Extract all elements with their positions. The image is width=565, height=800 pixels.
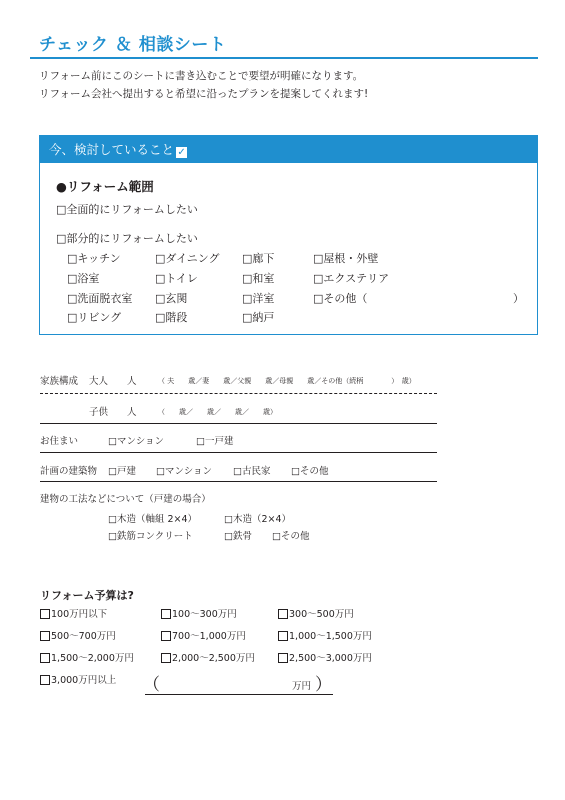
planned-other-checkbox[interactable]: □その他 [291, 466, 329, 477]
room-dining-checkbox[interactable]: □ダイニング [155, 252, 220, 265]
budget-custom-unit: 万円 [292, 681, 312, 692]
construction-rc-checkbox[interactable]: □鉄筋コンクリート [108, 531, 193, 542]
children-detail-field[interactable]: （ 歳／ 歳／ 歳／ 歳） [158, 408, 277, 416]
room-storage-checkbox[interactable]: □納戸 [242, 311, 275, 324]
residence-mansion-checkbox[interactable]: □マンション [108, 436, 165, 447]
room-roof-exterior-checkbox[interactable]: □屋根・外壁 [313, 252, 379, 265]
planned-building-label: 計画の建築物 [40, 466, 98, 477]
consider-heading: 今、検討していること [49, 142, 175, 157]
construction-label: 建物の工法などについて（戸建の場合） [40, 494, 211, 505]
checkbox-icon [161, 653, 171, 663]
budget-option[interactable]: 1,500～2,000万円 [40, 650, 134, 664]
residence-underline [40, 452, 437, 453]
full-reform-checkbox[interactable]: □全面的にリフォームしたい [56, 203, 198, 216]
room-toilet-checkbox[interactable]: □トイレ [155, 272, 198, 285]
construction-wood-2x4-checkbox[interactable]: □木造（2×4） [224, 514, 292, 525]
room-other-checkbox[interactable]: □その他（ [313, 292, 368, 305]
budget-option[interactable]: 700～1,000万円 [161, 628, 246, 642]
room-kitchen-checkbox[interactable]: □キッチン [67, 252, 121, 265]
construction-other-checkbox[interactable]: □その他 [272, 531, 310, 542]
planned-mansion-checkbox[interactable]: □マンション [156, 466, 213, 477]
family-divider [40, 393, 437, 394]
checkbox-icon [278, 609, 288, 619]
children-underline [40, 423, 437, 424]
budget-option[interactable]: 3,000万円以上 [40, 672, 116, 686]
budget-custom-field[interactable] [145, 694, 333, 695]
construction-wood-frame-checkbox[interactable]: □木造（軸組 2×4） [108, 514, 198, 525]
room-japanese-checkbox[interactable]: □和室 [242, 272, 275, 285]
children-unit: 人 [127, 407, 137, 418]
planned-old-house-checkbox[interactable]: □古民家 [233, 466, 271, 477]
budget-option[interactable]: 2,000～2,500万円 [161, 650, 255, 664]
budget-option[interactable]: 2,500～3,000万円 [278, 650, 372, 664]
budget-option[interactable]: 300～500万円 [278, 606, 354, 620]
page-title: チェック ＆ 相談シート [39, 35, 227, 55]
checkbox-icon [40, 631, 50, 641]
partial-reform-checkbox[interactable]: □部分的にリフォームしたい [56, 232, 198, 245]
construction-steel-checkbox[interactable]: □鉄骨 [224, 531, 252, 542]
checkbox-icon [40, 675, 50, 685]
planned-house-checkbox[interactable]: □戸建 [108, 466, 136, 477]
family-label: 家族構成 [40, 376, 79, 387]
adults-label: 大人 [89, 376, 109, 387]
room-other-close-paren: ） [513, 292, 524, 305]
room-hallway-checkbox[interactable]: □廊下 [242, 252, 275, 265]
room-entrance-checkbox[interactable]: □玄関 [155, 292, 188, 305]
residence-label: お住まい [40, 436, 79, 447]
adults-unit: 人 [127, 376, 137, 387]
budget-option[interactable]: 1,000～1,500万円 [278, 628, 372, 642]
adults-detail-field[interactable]: （ 夫 歳／妻 歳／父親 歳／母親 歳／その他（続柄 ） 歳） [158, 377, 416, 385]
checkbox-icon [278, 653, 288, 663]
budget-title: リフォーム予算は? [40, 589, 134, 602]
room-stairs-checkbox[interactable]: □階段 [155, 311, 188, 324]
reform-scope-title: ●リフォーム範囲 [56, 179, 154, 194]
checkbox-icon [40, 609, 50, 619]
checkbox-icon [40, 653, 50, 663]
room-exterior-checkbox[interactable]: □エクステリア [313, 272, 390, 285]
room-western-checkbox[interactable]: □洋室 [242, 292, 275, 305]
budget-custom-close-paren: ） [315, 675, 332, 695]
intro-line-1: リフォーム前にこのシートに書き込むことで要望が明確になります。 [39, 70, 364, 82]
title-underline [30, 57, 538, 59]
budget-option[interactable]: 100万円以下 [40, 606, 107, 620]
planned-underline [40, 481, 437, 482]
budget-option[interactable]: 100～300万円 [161, 606, 237, 620]
budget-option[interactable]: 500～700万円 [40, 628, 116, 642]
children-label: 子供 [89, 407, 109, 418]
residence-house-checkbox[interactable]: □一戸建 [196, 436, 234, 447]
room-living-checkbox[interactable]: □リビング [67, 311, 122, 324]
intro-line-2: リフォーム会社へ提出すると希望に沿ったプランを提案してくれます! [39, 88, 369, 100]
room-bathroom-checkbox[interactable]: □浴室 [67, 272, 100, 285]
budget-custom-open-paren: （ [143, 675, 160, 695]
checkbox-icon [278, 631, 288, 641]
consider-panel-header [40, 136, 537, 163]
checkbox-icon [161, 631, 171, 641]
room-washroom-checkbox[interactable]: □洗面脱衣室 [67, 292, 133, 305]
checkbox-checked-icon: ✓ [177, 147, 186, 158]
checkbox-icon [161, 609, 171, 619]
